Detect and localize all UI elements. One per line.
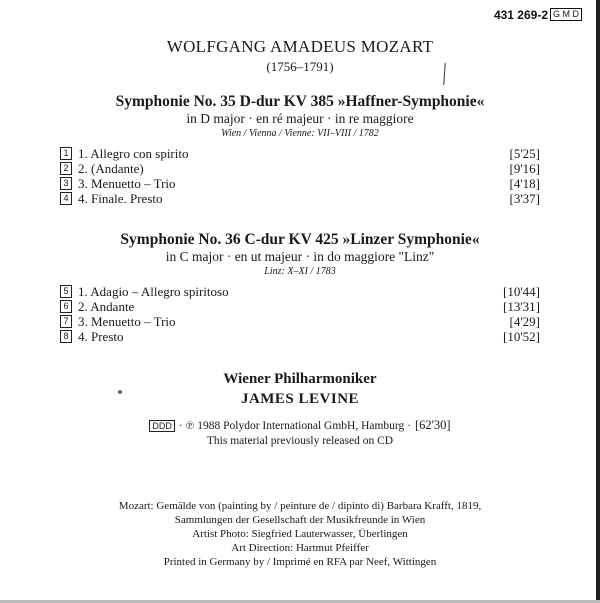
credit-line: Printed in Germany by / Imprimé en RFA par Neef, Wittingen — [163, 556, 437, 568]
conductor-name: JAMES LEVINE — [240, 391, 360, 407]
track-row — [60, 191, 540, 207]
track-title: 2. (Andante) — [78, 161, 144, 176]
composer-name: WOLFGANG AMADEUS MOZART — [166, 37, 434, 56]
track-title: 1. Allegro con spirito — [78, 146, 189, 161]
symphony-36-place: Linz: X–XI / 1783 — [264, 266, 336, 277]
track-row — [60, 146, 540, 162]
track-duration: [10'52] — [502, 329, 540, 344]
track-number: 1 — [60, 147, 72, 160]
symphony-35-place: Wien / Vienna / Vienne: VII–VIII / 1782 — [221, 128, 379, 139]
track-title: 4. Finale. Presto — [78, 191, 163, 206]
track-duration: [5'25] — [509, 146, 540, 161]
track-title: 3. Menuetto – Trio — [78, 314, 176, 329]
track-number: 8 — [60, 330, 72, 343]
catalog-number: 431 269-2 — [493, 8, 548, 22]
track-row — [60, 299, 540, 315]
credit-line: Sammlungen der Gesellschaft der Musikfreunde in Wien — [174, 514, 426, 526]
track-duration: [3'37] — [509, 191, 540, 206]
track-number: 7 — [60, 315, 72, 328]
track-duration: [4'29] — [509, 314, 540, 329]
track-row — [60, 284, 540, 300]
track-number: 6 — [60, 300, 72, 313]
copyright-line — [0, 418, 600, 433]
label-badge: G M D — [550, 8, 582, 21]
composer-dates: (1756–1791) — [266, 59, 334, 74]
track-title: 2. Andante — [78, 299, 135, 314]
track-duration: [13'31] — [502, 299, 540, 314]
page-edge-right — [596, 0, 600, 603]
track-row — [60, 329, 540, 345]
track-duration: [9'16] — [509, 161, 540, 176]
track-number: 2 — [60, 162, 72, 175]
track-number: 5 — [60, 285, 72, 298]
symphony-36-title: Symphonie No. 36 C-dur KV 425 »Linzer Symphonie« — [120, 231, 480, 248]
symphony-36-subtitle: in C major · en ut majeur · in do maggiore "Linz" — [165, 249, 435, 264]
orchestra-name: Wiener Philharmoniker — [223, 371, 377, 387]
credit-line: Art Direction: Hartmut Pfeiffer — [231, 542, 369, 554]
credit-line: Mozart: Gemälde von (painting by / peinture de / dipinto di) Barbara Krafft, 1819, — [118, 500, 482, 512]
track-number: 4 — [60, 192, 72, 205]
track-row — [60, 161, 540, 177]
track-number: 3 — [60, 177, 72, 190]
track-duration: [10'44] — [502, 284, 540, 299]
track-duration: [4'18] — [509, 176, 540, 191]
copyright-text: · ℗ 1988 Polydor International GmbH, Hamburg · — [178, 420, 412, 432]
track-title: 3. Menuetto – Trio — [78, 176, 176, 191]
ddd-badge: DDD — [149, 420, 175, 432]
symphony-35-title: Symphonie No. 35 D-dur KV 385 »Haffner-Symphonie« — [115, 93, 485, 110]
track-title: 1. Adagio – Allegro spiritoso — [78, 284, 229, 299]
symphony-35-subtitle: in D major · en ré majeur · in re maggiore — [186, 111, 414, 126]
track-title: 4. Presto — [78, 329, 124, 344]
track-row — [60, 176, 540, 192]
material-note: This material previously released on CD — [206, 435, 394, 447]
track-row — [60, 314, 540, 330]
total-time: [62'30] — [415, 418, 451, 432]
credit-line: Artist Photo: Siegfried Lauterwasser, Überlingen — [192, 528, 408, 540]
